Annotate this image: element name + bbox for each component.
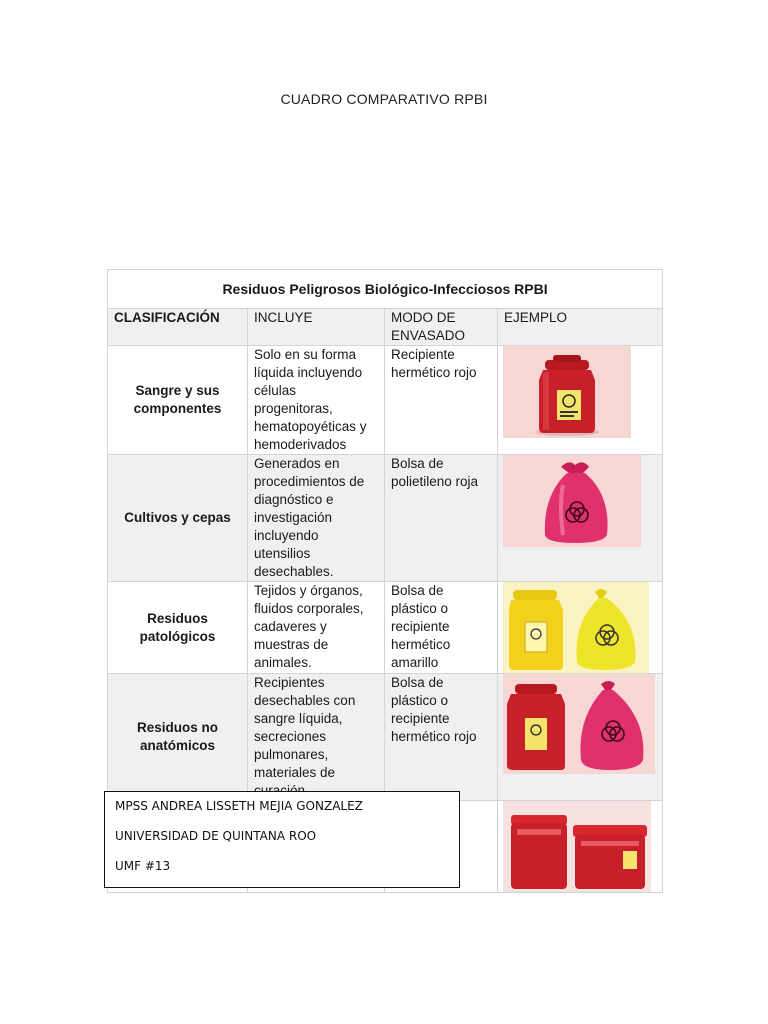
table-row xyxy=(108,674,663,801)
yellow-container-and-bag-icon xyxy=(503,582,649,673)
row-ejemplo xyxy=(498,346,663,455)
red-container-and-bag-icon xyxy=(503,674,655,774)
sharps-containers-icon xyxy=(503,801,651,892)
table-row xyxy=(108,582,663,674)
row-incluye: Solo en su forma líquida incluyendo células progenitoras, hematopoyéticas y hemoderivados xyxy=(248,346,385,455)
header-clasificacion: CLASIFICACIÓN xyxy=(108,309,248,346)
row-ejemplo xyxy=(498,801,663,893)
document-title: CUADRO COMPARATIVO RPBI xyxy=(280,91,488,107)
table-header-row xyxy=(108,309,663,346)
row-modo-envasado: Bolsa de polietileno roja xyxy=(385,455,498,582)
row-clasificacion: Residuos patológicos xyxy=(108,582,248,674)
row-modo-envasado: Bolsa de plástico o recipiente hermético rojo xyxy=(385,674,498,801)
row-clasificacion: Residuos no anatómicos xyxy=(108,674,248,801)
red-container-icon xyxy=(503,346,631,438)
row-modo-envasado: Bolsa de plástico o recipiente hermético amarillo xyxy=(385,582,498,674)
row-incluye: Generados en procedimientos de diagnóstico e investigación incluyendo utensilios desechables. xyxy=(248,455,385,582)
header-ejemplo: EJEMPLO xyxy=(498,309,663,346)
table-row xyxy=(108,346,663,455)
author-name: MPSS ANDREA LISSETH MEJIA GONZALEZ xyxy=(115,799,363,813)
row-ejemplo xyxy=(498,455,663,582)
row-modo-envasado: Recipiente hermético rojo xyxy=(385,346,498,455)
row-clasificacion: Cultivos y cepas xyxy=(108,455,248,582)
row-ejemplo xyxy=(498,582,663,674)
table-row xyxy=(108,455,663,582)
institution-name: UNIVERSIDAD DE QUINTANA ROO xyxy=(115,829,317,843)
table-title: Residuos Peligrosos Biológico-Infecciosos RPBI xyxy=(108,270,663,309)
table-title-row xyxy=(108,270,663,309)
unit-name: UMF #13 xyxy=(115,859,171,873)
credits-box xyxy=(104,791,460,888)
row-ejemplo xyxy=(498,674,663,801)
row-incluye: Tejidos y órganos, fluidos corporales, cadaveres y muestras de animales. xyxy=(248,582,385,674)
row-incluye: Recipientes desechables con sangre líquida, secreciones pulmonares, materiales de xyxy=(248,674,385,801)
red-bag-icon xyxy=(503,455,641,547)
row-clasificacion: Sangre y sus componentes xyxy=(108,346,248,455)
header-incluye: INCLUYE xyxy=(248,309,385,346)
header-modo-envasado: MODO DE ENVASADO xyxy=(385,309,498,346)
